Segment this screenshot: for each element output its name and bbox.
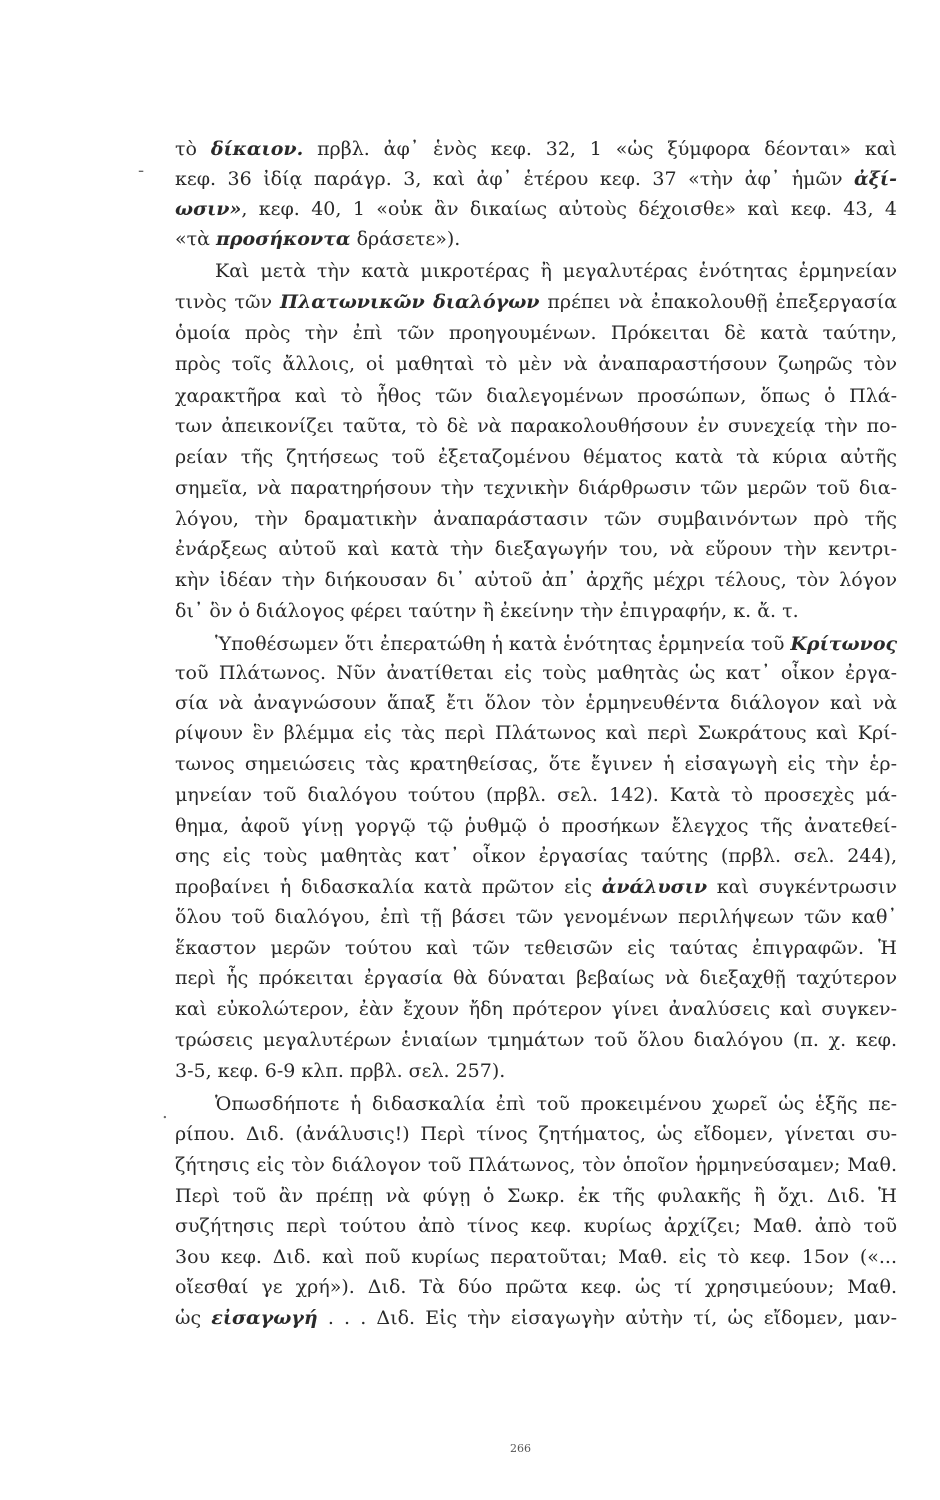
line-text: , κεφ. 40, 1 «οὐκ ἂν δικαίως αὐτοὺς δέχοισθε» καὶ κεφ. 43, 4 [241, 198, 897, 220]
text-line [175, 753, 897, 775]
line-text: ἕκαστον μερῶν τούτου καὶ τῶν τεθεισῶν εἰς ταύτας ἐπιγραφῶν. Ἡ [175, 937, 897, 959]
text-line [175, 906, 897, 928]
line-text: 3-5, κεφ. 6-9 κλπ. πρβλ. σελ. 257). [175, 1060, 506, 1082]
line-text: μηνείαν τοῦ διαλόγου τούτου (πρβλ. σελ. 142). Κατὰ τὸ προσεχὲς μά- [175, 784, 897, 806]
line-text: τινὸς τῶν [175, 291, 281, 313]
line-text: τρώσεις μεγαλυτέρων ἑνιαίων τμημάτων τοῦ ὅλου διαλόγου (π. χ. κεφ. [175, 1029, 897, 1051]
text-line [175, 1276, 897, 1298]
line-text: πρέπει νὰ ἐπακολουθῇ ἐπεξεργασία [539, 291, 897, 313]
text-line [175, 508, 897, 530]
line-text: περὶ ἧς πρόκειται ἐργασία θὰ δύναται βεβαίως νὰ διεξαχθῇ ταχύτερον [175, 967, 897, 989]
text-line [175, 198, 897, 220]
line-text: Ὑποθέσωμεν ὅτι ἐπερατώθη ἡ κατὰ ἑνότητας ἑρμηνεία τοῦ [215, 633, 791, 655]
text-line [175, 1029, 897, 1051]
line-text: ρίπου. Διδ. (ἀνάλυσις!) Περὶ τίνος ζητήματος, ὡς εἴδομεν, γίνεται συ- [175, 1123, 897, 1145]
line-text: . . . Διδ. Εἰς τὴν εἰσαγωγὴν αὐτὴν τί, ὡς εἴδομεν, μαν- [317, 1307, 897, 1329]
text-line [175, 385, 897, 407]
line-text: σης εἰς τοὺς μαθητὰς κατ᾽ οἶκον ἐργασίας ταύτης (πρβλ. σελ. 244), [175, 845, 897, 867]
emphasis-text: ωσιν» [175, 198, 242, 220]
text-line [175, 1246, 897, 1268]
line-text: σία νὰ ἀναγνώσουν ἅπαξ ἔτι ὅλον τὸν ἑρμηνευθέντα διάλογον καὶ νὰ [175, 692, 897, 714]
text-line [175, 322, 897, 344]
text-line [175, 692, 897, 714]
text-line [175, 353, 897, 375]
text-line [175, 446, 897, 468]
text-line [175, 845, 897, 867]
line-text: Καὶ μετὰ τὴν κατὰ μικροτέρας ἢ μεγαλυτέρας ἑνότητας ἑρμηνείαν [215, 260, 897, 282]
line-text: λόγου, τὴν δραματικὴν ἀναπαράστασιν τῶν συμβαινόντων πρὸ τῆς [175, 508, 897, 530]
text-line [175, 1215, 897, 1237]
text-line [215, 633, 897, 655]
text-line [175, 815, 897, 837]
emphasis-text: δίκαιον. [210, 138, 304, 160]
line-text: χαρακτῆρα καὶ τὸ ἦθος τῶν διαλεγομένων προσώπων, ὅπως ὁ Πλά- [175, 385, 897, 407]
text-line [175, 937, 897, 959]
text-line [175, 967, 897, 989]
line-text: ζήτησις εἰς τὸν διάλογον τοῦ Πλάτωνος, τὸν ὁποῖον ἡρμηνεύσαμεν; Μαθ. [175, 1154, 897, 1176]
line-text: θημα, ἀφοῦ γίνῃ γοργῷ τῷ ῥυθμῷ ὁ προσήκων ἔλεγχος τῆς ἀνατεθεί- [175, 815, 897, 837]
line-text: συζήτησις περὶ τούτου ἀπὸ τίνος κεφ. κυρίως ἀρχίζει; Μαθ. ἀπὸ τοῦ [175, 1215, 897, 1237]
text-line [175, 291, 897, 313]
emphasis-text: Πλατωνικῶν διαλόγων [280, 291, 540, 313]
text-line [175, 662, 897, 684]
margin-dot: . [162, 1102, 168, 1123]
line-text: Περὶ τοῦ ἂν πρέπῃ νὰ φύγῃ ὁ Σωκρ. ἐκ τῆς φυλακῆς ἢ ὄχι. Διδ. Ἡ [175, 1185, 897, 1207]
emphasis-text: εἰσαγωγή [211, 1307, 318, 1329]
text-line [215, 260, 897, 282]
line-text: δι᾽ ὃν ὁ διάλογος φέρει ταύτην ἢ ἐκείνην τὴν ἐπιγραφήν, κ. ἄ. τ. [175, 600, 799, 622]
line-text: πρβλ. ἀφ᾽ ἑνὸς κεφ. 32, 1 «ὡς ξύμφορα δέονται» καὶ [303, 138, 897, 160]
line-text: Ὁπωσδήποτε ἡ διδασκαλία ἐπὶ τοῦ προκειμένου χωρεῖ ὡς ἑξῆς πε- [215, 1093, 897, 1115]
line-text: τωνος σημειώσεις τὰς κρατηθείσας, ὅτε ἔγινεν ἡ εἰσαγωγὴ εἰς τὴν ἑρ- [175, 753, 897, 775]
line-text: των ἀπεικονίζει ταῦτα, τὸ δὲ νὰ παρακολουθήσουν ἐν συνεχείᾳ τὴν πο- [175, 415, 897, 437]
line-text: ὁμοία πρὸς τὴν ἐπὶ τῶν προηγουμένων. Πρόκειται δὲ κατὰ ταύτην, [175, 322, 897, 344]
emphasis-text: προσήκοντα [216, 228, 351, 250]
text-line [175, 168, 897, 190]
text-line [175, 1154, 897, 1176]
emphasis-text: Κρίτωνος [790, 633, 898, 655]
line-text: οἴεσθαί γε χρή»). Διδ. Τὰ δύο πρῶτα κεφ. ὡς τί χρησιμεύουν; Μαθ. [175, 1276, 897, 1298]
text-line [175, 415, 897, 437]
line-text: ὅλου τοῦ διαλόγου, ἐπὶ τῇ βάσει τῶν γενομένων περιλήψεων τῶν καθ᾽ [175, 906, 897, 928]
line-text: ἐνάρξεως αὐτοῦ καὶ κατὰ τὴν διεξαγωγήν του, νὰ εὕρουν τὴν κεντρι- [175, 538, 897, 560]
text-line [175, 600, 897, 622]
margin-dash: - [138, 160, 145, 181]
line-text: καὶ εὐκολώτερον, ἐὰν ἔχουν ἤδη πρότερον γίνει ἀναλύσεις καὶ συγκεν- [175, 998, 897, 1020]
text-line [175, 1123, 897, 1145]
line-text: σημεῖα, νὰ παρατηρήσουν τὴν τεχνικὴν διάρθρωσιν τῶν μερῶν τοῦ δια- [175, 477, 897, 499]
text-line [175, 722, 897, 744]
page-number: 266 [510, 1442, 531, 1455]
text-line [175, 784, 897, 806]
line-text: προβαίνει ἡ διδασκαλία κατὰ πρῶτον εἰς [175, 876, 602, 898]
line-text: τὸ [175, 138, 211, 160]
line-text: ρίψουν ἓν βλέμμα εἰς τὰς περὶ Πλάτωνος καὶ περὶ Σωκράτους καὶ Κρί- [175, 722, 897, 744]
emphasis-text: ἀξί- [854, 168, 897, 190]
line-text: τοῦ Πλάτωνος. Νῦν ἀνατίθεται εἰς τοὺς μαθητὰς ὡς κατ᾽ οἶκον ἐργα- [175, 662, 897, 684]
line-text: ὡς [175, 1307, 212, 1329]
text-line [175, 1060, 897, 1082]
line-text: πρὸς τοῖς ἄλλοις, οἱ μαθηταὶ τὸ μὲν νὰ ἀναπαραστήσουν ζωηρῶς τὸν [175, 353, 897, 375]
line-text: δράσετε»). [350, 228, 461, 250]
line-text: κὴν ἰδέαν τὴν διήκουσαν δι᾽ αὐτοῦ ἀπ᾽ ἀρχῆς μέχρι τέλους, τὸν λόγον [175, 569, 897, 591]
line-text: καὶ συγκέντρωσιν [707, 876, 897, 898]
text-line [215, 1093, 897, 1115]
text-line [175, 1307, 897, 1329]
line-text: 3ου κεφ. Διδ. καὶ ποῦ κυρίως περατοῦται; Μαθ. εἰς τὸ κεφ. 15ον («... [175, 1246, 897, 1268]
line-text: ρείαν τῆς ζητήσεως τοῦ ἐξεταζομένου θέματος κατὰ τὰ κύρια αὐτῆς [175, 446, 897, 468]
text-line [175, 477, 897, 499]
line-text: «τὰ [175, 228, 217, 250]
line-text: κεφ. 36 ἰδίᾳ παράγρ. 3, καὶ ἀφ᾽ ἑτέρου κεφ. 37 «τὴν ἀφ᾽ ἡμῶν [175, 168, 855, 190]
text-line [175, 138, 897, 160]
emphasis-text: ἀνάλυσιν [601, 876, 708, 898]
text-line [175, 538, 897, 560]
text-line [175, 998, 897, 1020]
text-line [175, 228, 897, 250]
text-line [175, 1185, 897, 1207]
text-line [175, 569, 897, 591]
text-line [175, 876, 897, 898]
